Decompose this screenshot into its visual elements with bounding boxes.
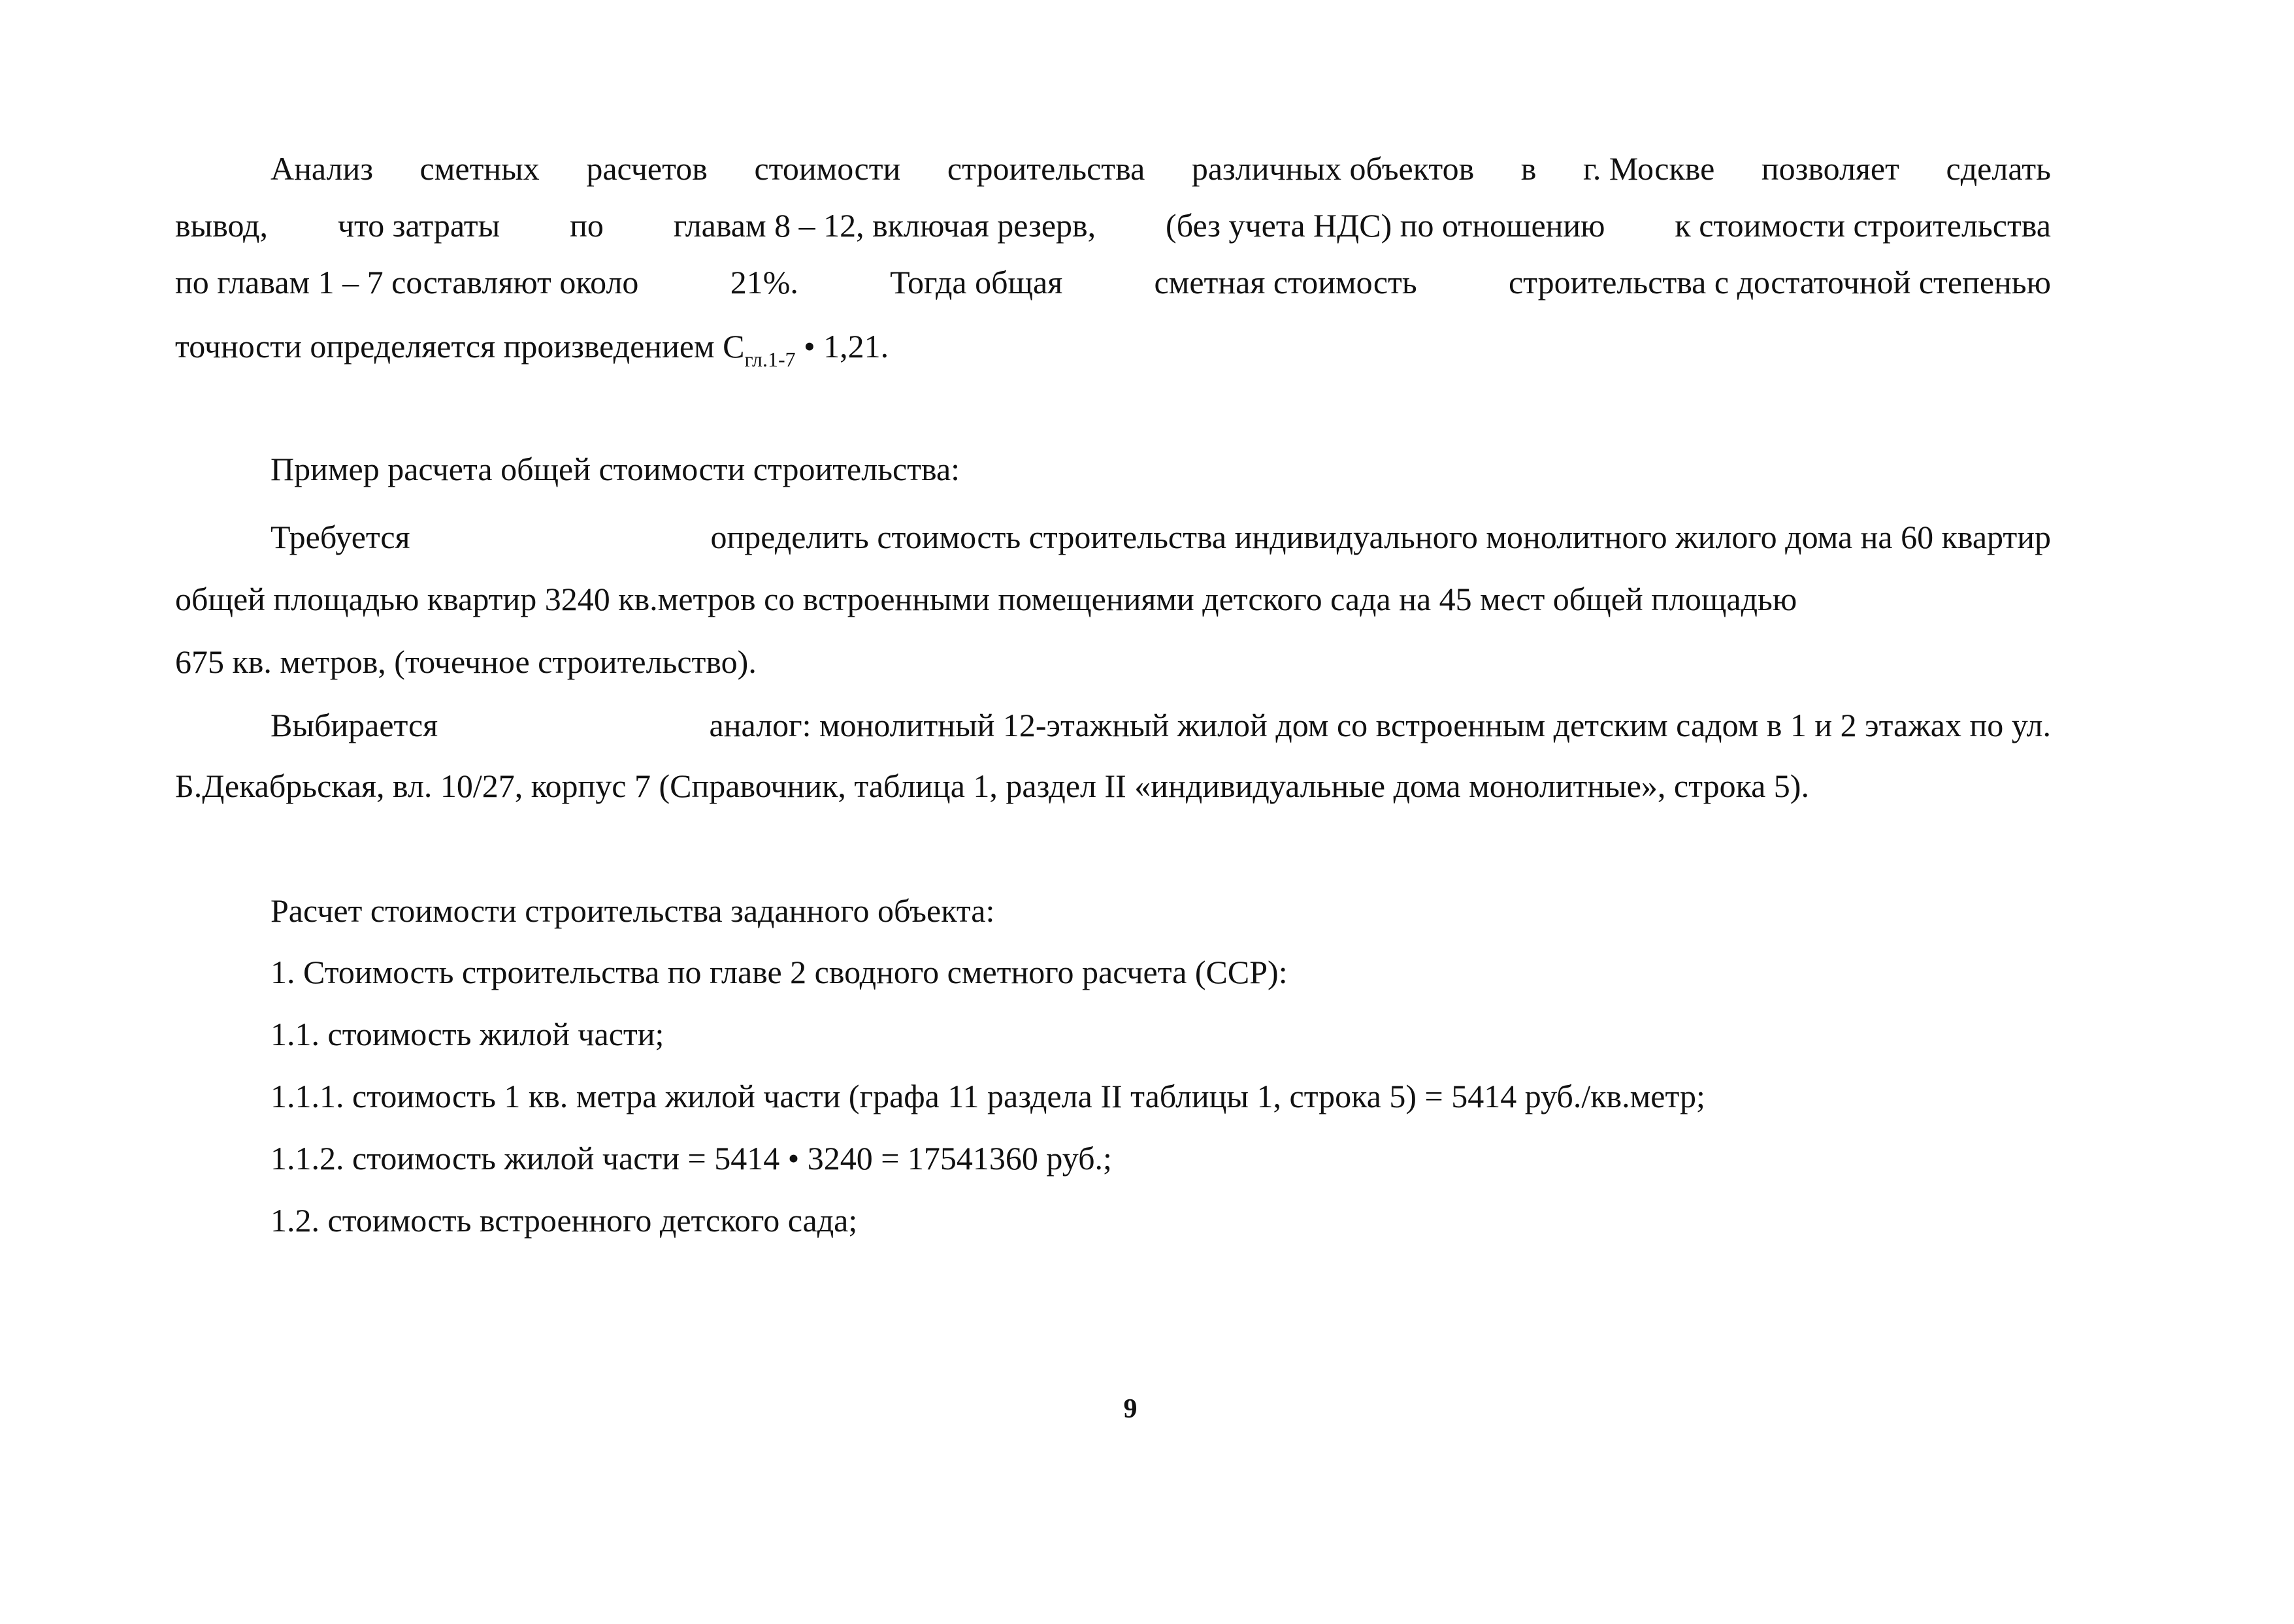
intro-word: вывод, <box>175 207 268 244</box>
analog-line-1 <box>270 706 2051 745</box>
intro-word: сметных <box>419 150 540 187</box>
intro-word: Анализ <box>270 150 373 187</box>
calculation-item: 1.1. стоимость жилой части; <box>270 1016 664 1052</box>
analog-word: Выбирается <box>270 707 438 743</box>
calculation-heading: Расчет стоимости строительства заданного объекта: <box>270 892 995 929</box>
intro-line-1 <box>270 149 2051 188</box>
intro-word: строительства с достаточной степенью <box>1508 264 2051 300</box>
intro-word: что затраты <box>337 207 500 244</box>
intro-word: стоимости <box>754 150 901 187</box>
analog-line-2: Б.Декабрьская, вл. 10/27, корпус 7 (Справочник, таблица 1, раздел II «индивидуальные дома монолитные», строка 5). <box>175 768 1809 804</box>
intro-word: строительства <box>947 150 1145 187</box>
intro-line-4 <box>175 327 889 379</box>
intro-word: позволяет <box>1761 150 1899 187</box>
intro-word: сметная стоимость <box>1154 264 1417 300</box>
page-number: 9 <box>1123 1394 1138 1424</box>
intro-word: главам 8 – 12, включая резерв, <box>673 207 1096 244</box>
analog-text: аналог: монолитный 12-этажный жилой дом со встроенным детским садом в 1 и 2 этажах по ул. <box>709 707 2051 743</box>
intro-line-2 <box>175 206 2051 245</box>
calculation-item: 1.2. стоимость встроенного детского сада; <box>270 1202 858 1239</box>
intro-line-3 <box>175 263 2051 302</box>
intro-word: в <box>1520 150 1537 187</box>
formula-prefix: точности определяется произведением С <box>175 328 745 365</box>
calculation-item: 1.1.2. стоимость жилой части = 5414 • 3240 = 17541360 руб.; <box>270 1140 1112 1177</box>
requirement-text: определить стоимость строительства индивидуального монолитного жилого дома на 60 квартир <box>710 519 2051 555</box>
requirement-line-2: общей площадью квартир 3240 кв.метров со встроенными помещениями детского сада на 45 мест общей площадью <box>175 581 1797 617</box>
intro-word: г. Москве <box>1582 150 1715 187</box>
example-heading: Пример расчета общей стоимости строительства: <box>270 451 960 487</box>
intro-word: сделать <box>1946 150 2051 187</box>
intro-word: по главам 1 – 7 составляют около <box>175 264 639 300</box>
intro-word: различных объектов <box>1191 150 1475 187</box>
calculation-item: 1. Стоимость строительства по главе 2 сводного сметного расчета (ССР): <box>270 954 1288 990</box>
calculation-item: 1.1.1. стоимость 1 кв. метра жилой части (графа 11 раздела II таблицы 1, строка 5) = 5414 руб./кв.метр; <box>270 1078 1705 1114</box>
formula-subscript: гл.1-7 <box>744 348 796 371</box>
intro-word: (без учета НДС) по отношению <box>1166 207 1605 244</box>
intro-word: расчетов <box>586 150 708 187</box>
intro-word: к стоимости строительства <box>1675 207 2051 244</box>
requirement-line-1 <box>270 517 2051 557</box>
formula-suffix: • 1,21. <box>795 328 889 365</box>
intro-word: Тогда общая <box>890 264 1063 300</box>
requirement-word: Требуется <box>270 519 410 555</box>
intro-word: 21%. <box>730 264 798 300</box>
requirement-line-3: 675 кв. метров, (точечное строительство). <box>175 643 757 680</box>
intro-word: по <box>570 207 604 244</box>
